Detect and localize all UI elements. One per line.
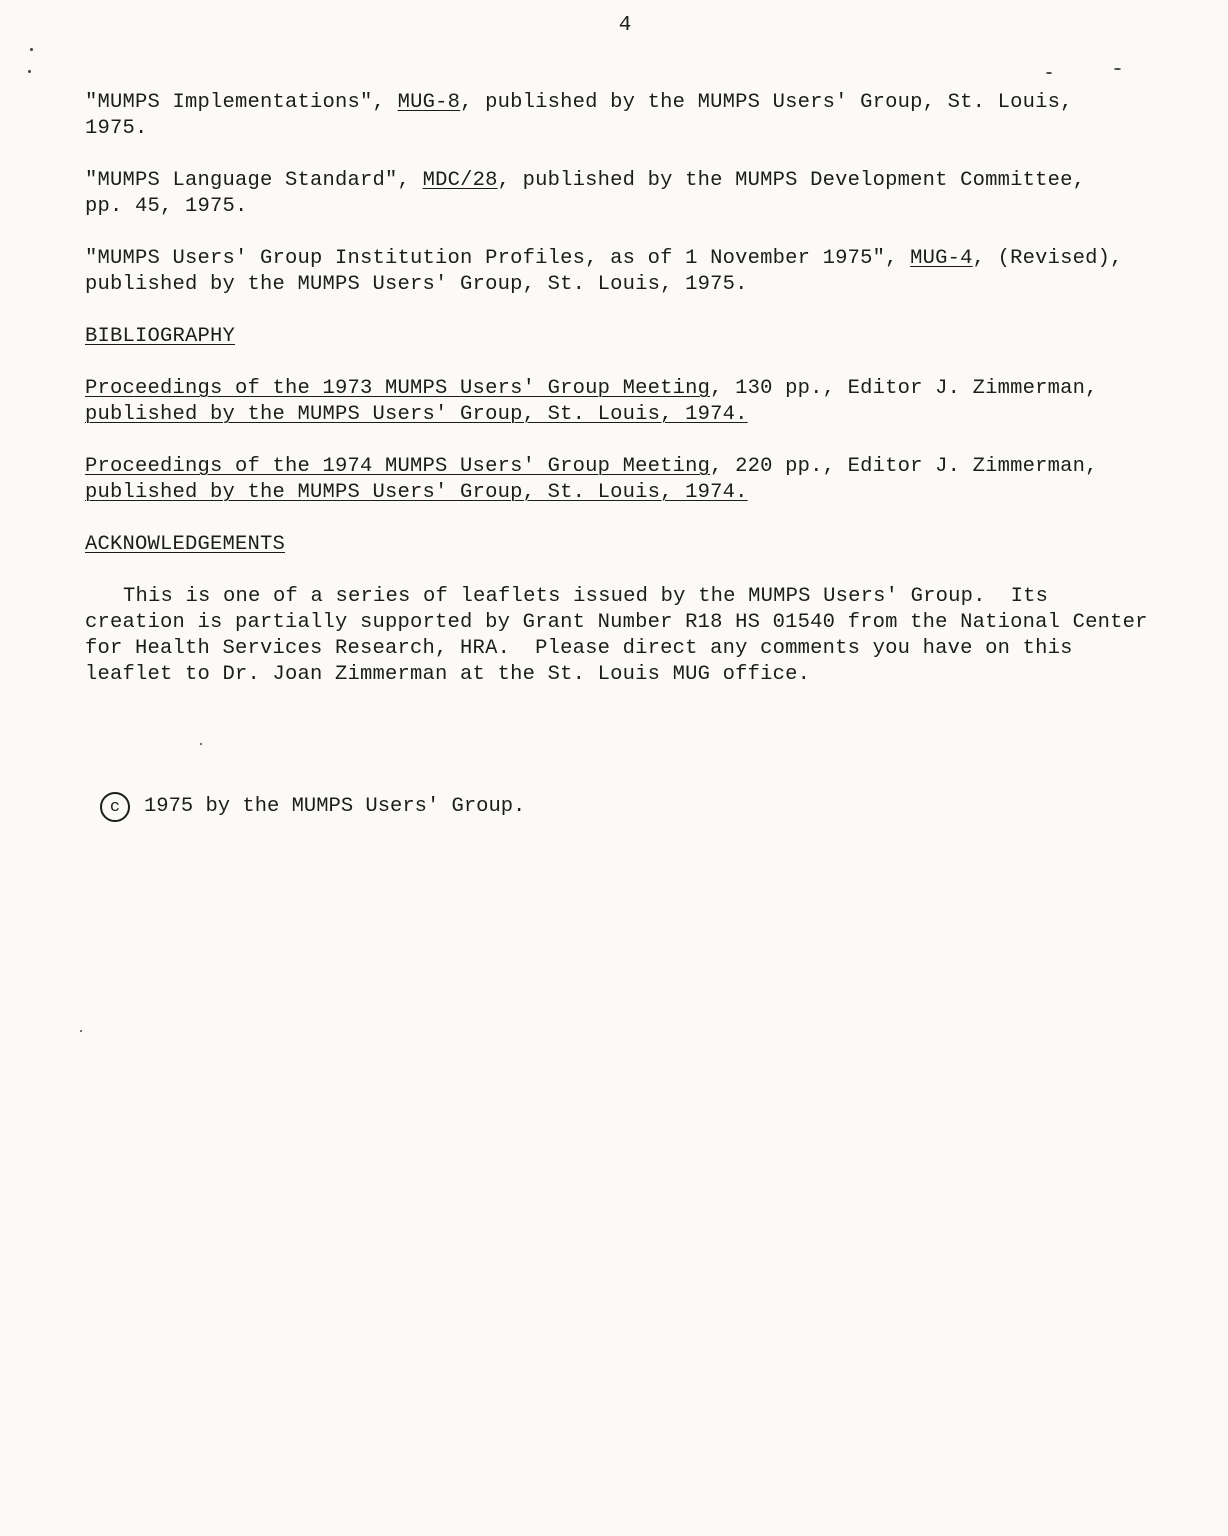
reference-mug-8 <box>85 90 1195 142</box>
acknowledgements-heading: ACKNOWLEDGEMENTS <box>85 533 286 556</box>
bibliography-publisher: published by the MUMPS Users' Group, St. Louis, 1974. <box>85 481 748 504</box>
bibliography-item <box>85 376 1195 428</box>
document-body <box>85 90 1195 714</box>
page-number: 4 <box>618 14 632 37</box>
scan-speck <box>1114 68 1121 70</box>
reference-mdc-28 <box>85 168 1195 220</box>
reference-code: MDC/28 <box>422 169 498 192</box>
reference-code: MUG-8 <box>397 91 461 114</box>
bibliography-title: Proceedings of the 1973 MUMPS Users' Group Meeting <box>85 377 711 400</box>
scan-speck <box>28 70 31 73</box>
bibliography-title: Proceedings of the 1974 MUMPS Users' Group Meeting <box>85 455 711 478</box>
reference-text: , (Revised), published by the MUMPS Users' Group, St. Louis, 1975. <box>85 247 1123 296</box>
bibliography-item <box>85 454 1195 506</box>
scan-speck <box>80 1030 82 1032</box>
scan-speck <box>1046 72 1052 74</box>
copyright-notice <box>100 792 525 822</box>
copyright-text: 1975 by the MUMPS Users' Group. <box>144 795 526 818</box>
reference-text: "MUMPS Language Standard", <box>85 169 423 192</box>
reference-text: , published by the MUMPS Users' Group, St. Louis, 1975. <box>85 91 1073 140</box>
bibliography-heading: BIBLIOGRAPHY <box>85 325 236 348</box>
scan-speck <box>30 48 33 51</box>
bibliography-details: , 130 pp., Editor J. Zimmerman, <box>710 377 1098 400</box>
bibliography-publisher: published by the MUMPS Users' Group, St. Louis, 1974. <box>85 403 748 426</box>
reference-text: "MUMPS Implementations", <box>85 91 398 114</box>
bibliography-details: , 220 pp., Editor J. Zimmerman, <box>710 455 1098 478</box>
reference-mug-4 <box>85 246 1195 298</box>
acknowledgements-text: This is one of a series of leaflets issued by the MUMPS Users' Group. Its creation is partially supported by Grant Number R18 HS 01540 from the National Center for Health Services Research, HRA. Please direct any comments you have on this leaflet to Dr. Joan Zimmerman at the St. Louis MUG office. <box>85 585 1148 686</box>
reference-text: "MUMPS Users' Group Institution Profiles, as of 1 November 1975", <box>85 247 911 270</box>
copyright-icon: c <box>100 792 130 822</box>
reference-code: MUG-4 <box>910 247 973 270</box>
scan-speck <box>200 743 202 745</box>
reference-text: , published by the MUMPS Development Committee, pp. 45, 1975. <box>85 169 1086 218</box>
